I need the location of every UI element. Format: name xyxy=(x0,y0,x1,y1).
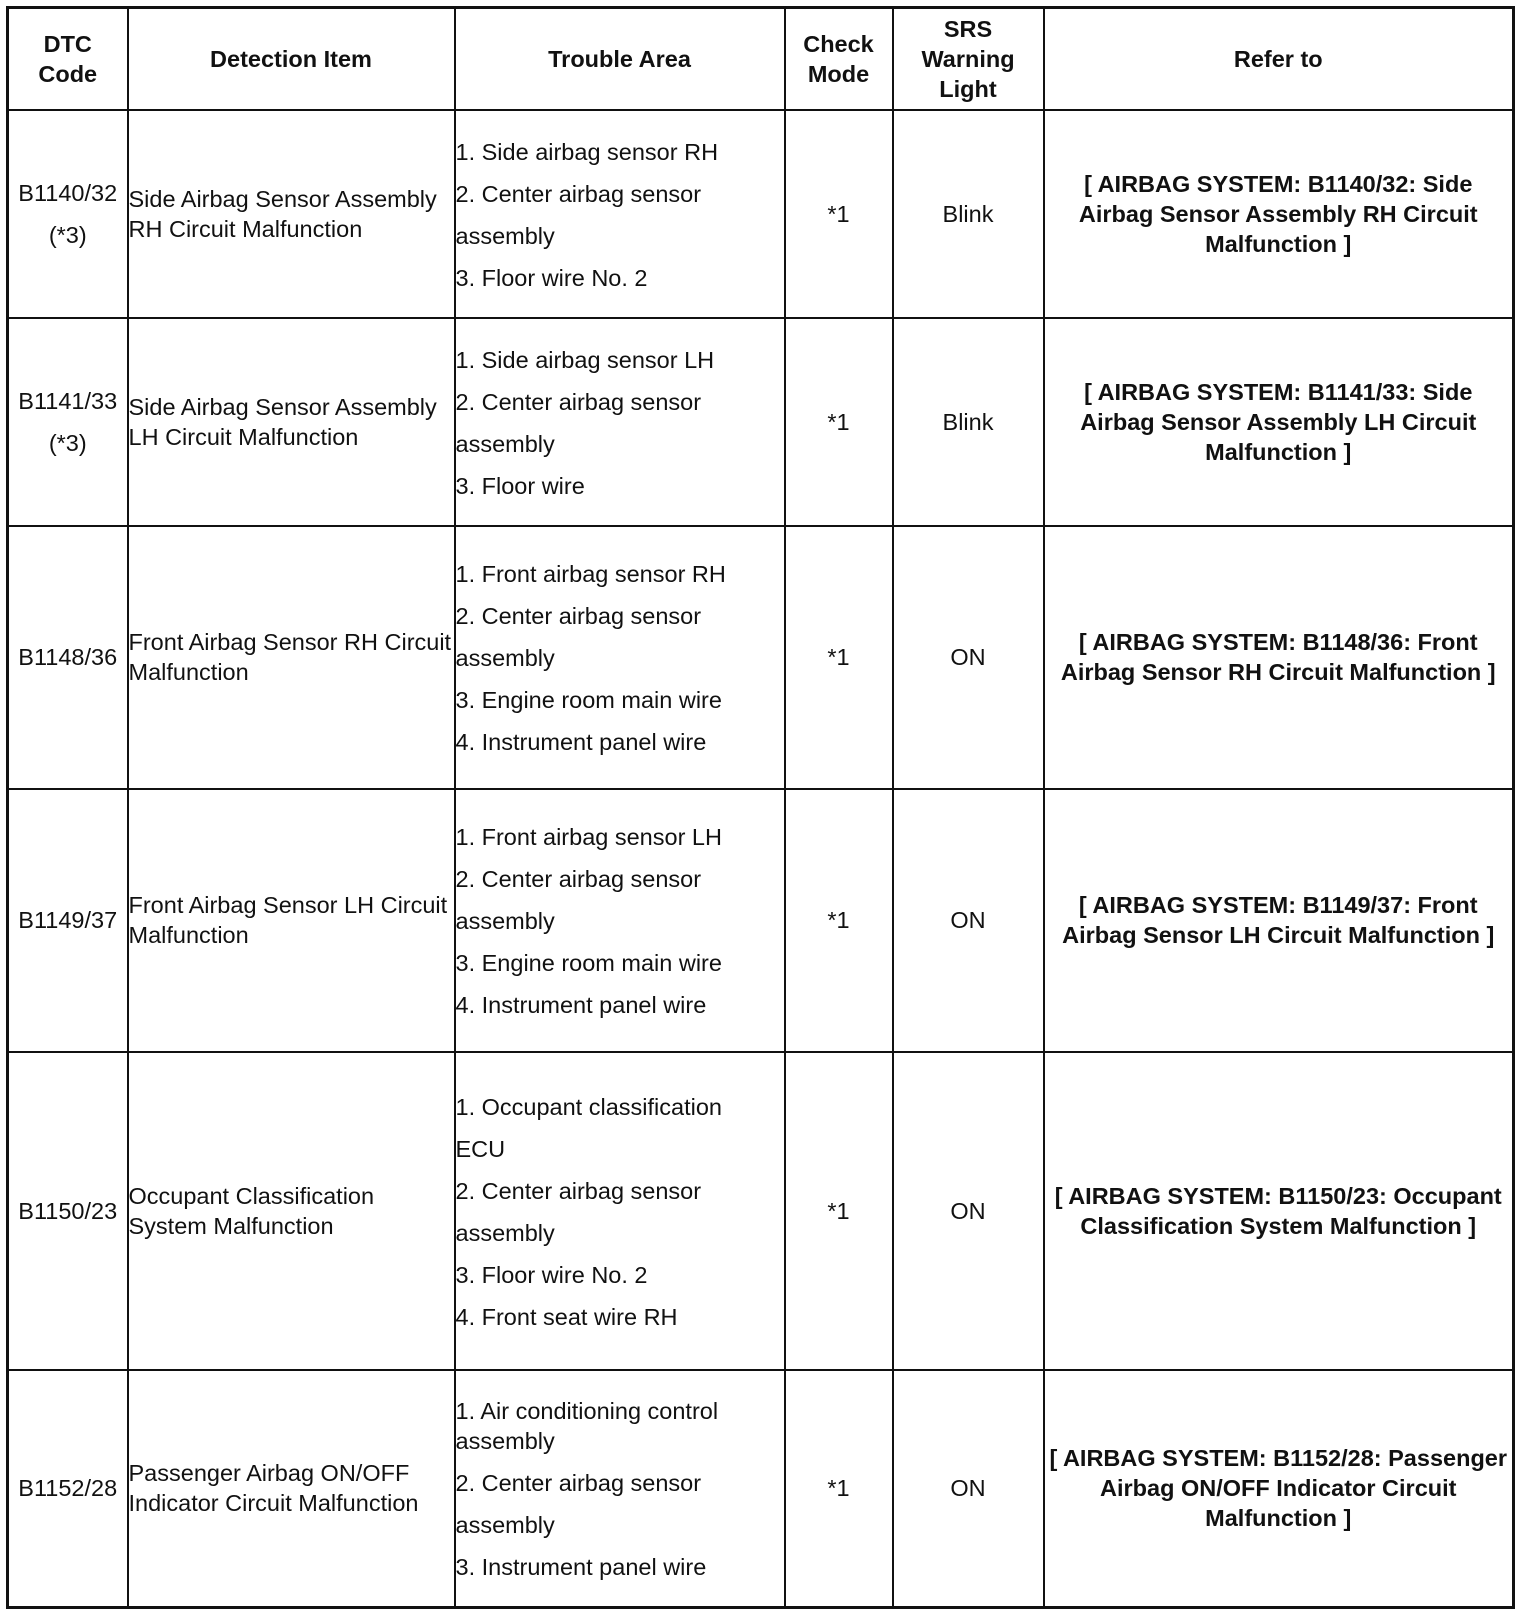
refer-to-link[interactable]: [ AIRBAG SYSTEM: B1141/33: Side Airbag Sensor Assembly LH Circuit Malfunction ] xyxy=(1044,318,1514,526)
dtc-code-cell xyxy=(8,318,128,526)
trouble-line: 1. Air conditioning control xyxy=(455,1398,719,1425)
trouble-line: 2. Center airbag sensor xyxy=(455,603,702,629)
trouble-line: assembly xyxy=(455,222,555,249)
detection-item: Front Airbag Sensor RH Circuit Malfunction xyxy=(128,526,455,789)
header-trouble-area: Trouble Area xyxy=(455,8,785,110)
check-mode: *1 xyxy=(785,1370,893,1608)
srs-warning-light: ON xyxy=(893,789,1044,1052)
trouble-line: 3. Floor wire No. 2 xyxy=(455,264,648,291)
trouble-line: assembly xyxy=(455,1512,555,1539)
dtc-code-cell xyxy=(8,789,128,1052)
dtc-code: B1149/37 xyxy=(18,907,118,933)
dtc-code: B1141/33 xyxy=(18,387,118,414)
dtc-table xyxy=(6,6,1515,1609)
dtc-code: B1150/23 xyxy=(18,1197,118,1224)
refer-to-link[interactable]: [ AIRBAG SYSTEM: B1152/28: Passenger Airbag ON/OFF Indicator Circuit Malfunction ] xyxy=(1044,1370,1514,1608)
trouble-line: 2. Center airbag sensor xyxy=(455,180,702,207)
srs-warning-light: ON xyxy=(893,1052,1044,1370)
trouble-line: 1. Side airbag sensor LH xyxy=(455,346,715,373)
trouble-line: assembly xyxy=(455,1219,555,1246)
trouble-line: assembly xyxy=(455,645,555,671)
trouble-line: 4. Front seat wire RH xyxy=(455,1303,678,1330)
srs-warning-light: Blink xyxy=(893,110,1044,318)
refer-to-link[interactable]: [ AIRBAG SYSTEM: B1140/32: Side Airbag Sensor Assembly RH Circuit Malfunction ] xyxy=(1044,110,1514,318)
detection-item: Occupant Classification System Malfunction xyxy=(128,1052,455,1370)
header-refer-to: Refer to xyxy=(1044,8,1514,110)
trouble-line: 2. Center airbag sensor xyxy=(455,1470,702,1497)
trouble-line: 2. Center airbag sensor xyxy=(455,388,702,415)
table-header-row xyxy=(8,8,1514,110)
check-mode: *1 xyxy=(785,789,893,1052)
check-mode: *1 xyxy=(785,1052,893,1370)
trouble-line: assembly xyxy=(455,430,555,457)
trouble-area xyxy=(455,1052,785,1370)
srs-warning-light: ON xyxy=(893,1370,1044,1608)
table-row xyxy=(8,789,1514,1052)
trouble-area xyxy=(455,1370,785,1608)
trouble-line: 3. Engine room main wire xyxy=(455,687,722,713)
trouble-line: 1. Occupant classification xyxy=(455,1093,722,1120)
table-row xyxy=(8,1052,1514,1370)
trouble-line: 2. Center airbag sensor xyxy=(455,866,702,892)
table-row xyxy=(8,1370,1514,1608)
trouble-area xyxy=(455,318,785,526)
dtc-code: B1148/36 xyxy=(18,644,118,670)
refer-to-link[interactable]: [ AIRBAG SYSTEM: B1149/37: Front Airbag Sensor LH Circuit Malfunction ] xyxy=(1044,789,1514,1052)
dtc-code-cell xyxy=(8,1052,128,1370)
trouble-area xyxy=(455,789,785,1052)
trouble-line: 3. Floor wire No. 2 xyxy=(455,1261,648,1288)
check-mode: *1 xyxy=(785,318,893,526)
detection-item: Side Airbag Sensor Assembly RH Circuit Malfunction xyxy=(128,110,455,318)
trouble-line: 1. Front airbag sensor RH xyxy=(455,561,726,587)
trouble-line: 3. Engine room main wire xyxy=(455,950,722,976)
trouble-line: 2. Center airbag sensor xyxy=(455,1177,702,1204)
trouble-line: 4. Instrument panel wire xyxy=(455,992,707,1018)
trouble-line: assembly xyxy=(455,908,555,934)
refer-to-link[interactable]: [ AIRBAG SYSTEM: B1148/36: Front Airbag Sensor RH Circuit Malfunction ] xyxy=(1044,526,1514,789)
detection-item: Passenger Airbag ON/OFF Indicator Circuit Malfunction xyxy=(128,1370,455,1608)
trouble-area xyxy=(455,110,785,318)
dtc-code-cell xyxy=(8,1370,128,1608)
header-detection-item: Detection Item xyxy=(128,8,455,110)
trouble-line: 1. Side airbag sensor RH xyxy=(455,138,719,165)
detection-item: Front Airbag Sensor LH Circuit Malfunction xyxy=(128,789,455,1052)
header-dtc-code: DTC Code xyxy=(8,8,128,110)
table-row xyxy=(8,110,1514,318)
dtc-note: (*3) xyxy=(48,429,87,456)
trouble-line: 3. Instrument panel wire xyxy=(455,1554,707,1581)
dtc-code-cell xyxy=(8,110,128,318)
check-mode: *1 xyxy=(785,110,893,318)
dtc-code: B1140/32 xyxy=(18,179,118,206)
refer-to-link[interactable]: [ AIRBAG SYSTEM: B1150/23: Occupant Classification System Malfunction ] xyxy=(1044,1052,1514,1370)
trouble-line: 1. Front airbag sensor LH xyxy=(455,824,722,850)
dtc-code-cell xyxy=(8,526,128,789)
table-row xyxy=(8,526,1514,789)
trouble-line: 4. Instrument panel wire xyxy=(455,729,707,755)
check-mode: *1 xyxy=(785,526,893,789)
header-check-mode: Check Mode xyxy=(785,8,893,110)
trouble-area xyxy=(455,526,785,789)
srs-warning-light: ON xyxy=(893,526,1044,789)
dtc-note: (*3) xyxy=(48,221,87,248)
table-row xyxy=(8,318,1514,526)
dtc-code: B1152/28 xyxy=(18,1475,118,1502)
header-srs-warning-light: SRS Warning Light xyxy=(893,8,1044,110)
trouble-line: 3. Floor wire xyxy=(455,472,585,499)
srs-warning-light: Blink xyxy=(893,318,1044,526)
trouble-line: ECU xyxy=(455,1135,506,1162)
detection-item: Side Airbag Sensor Assembly LH Circuit Malfunction xyxy=(128,318,455,526)
trouble-line: assembly xyxy=(455,1428,555,1455)
